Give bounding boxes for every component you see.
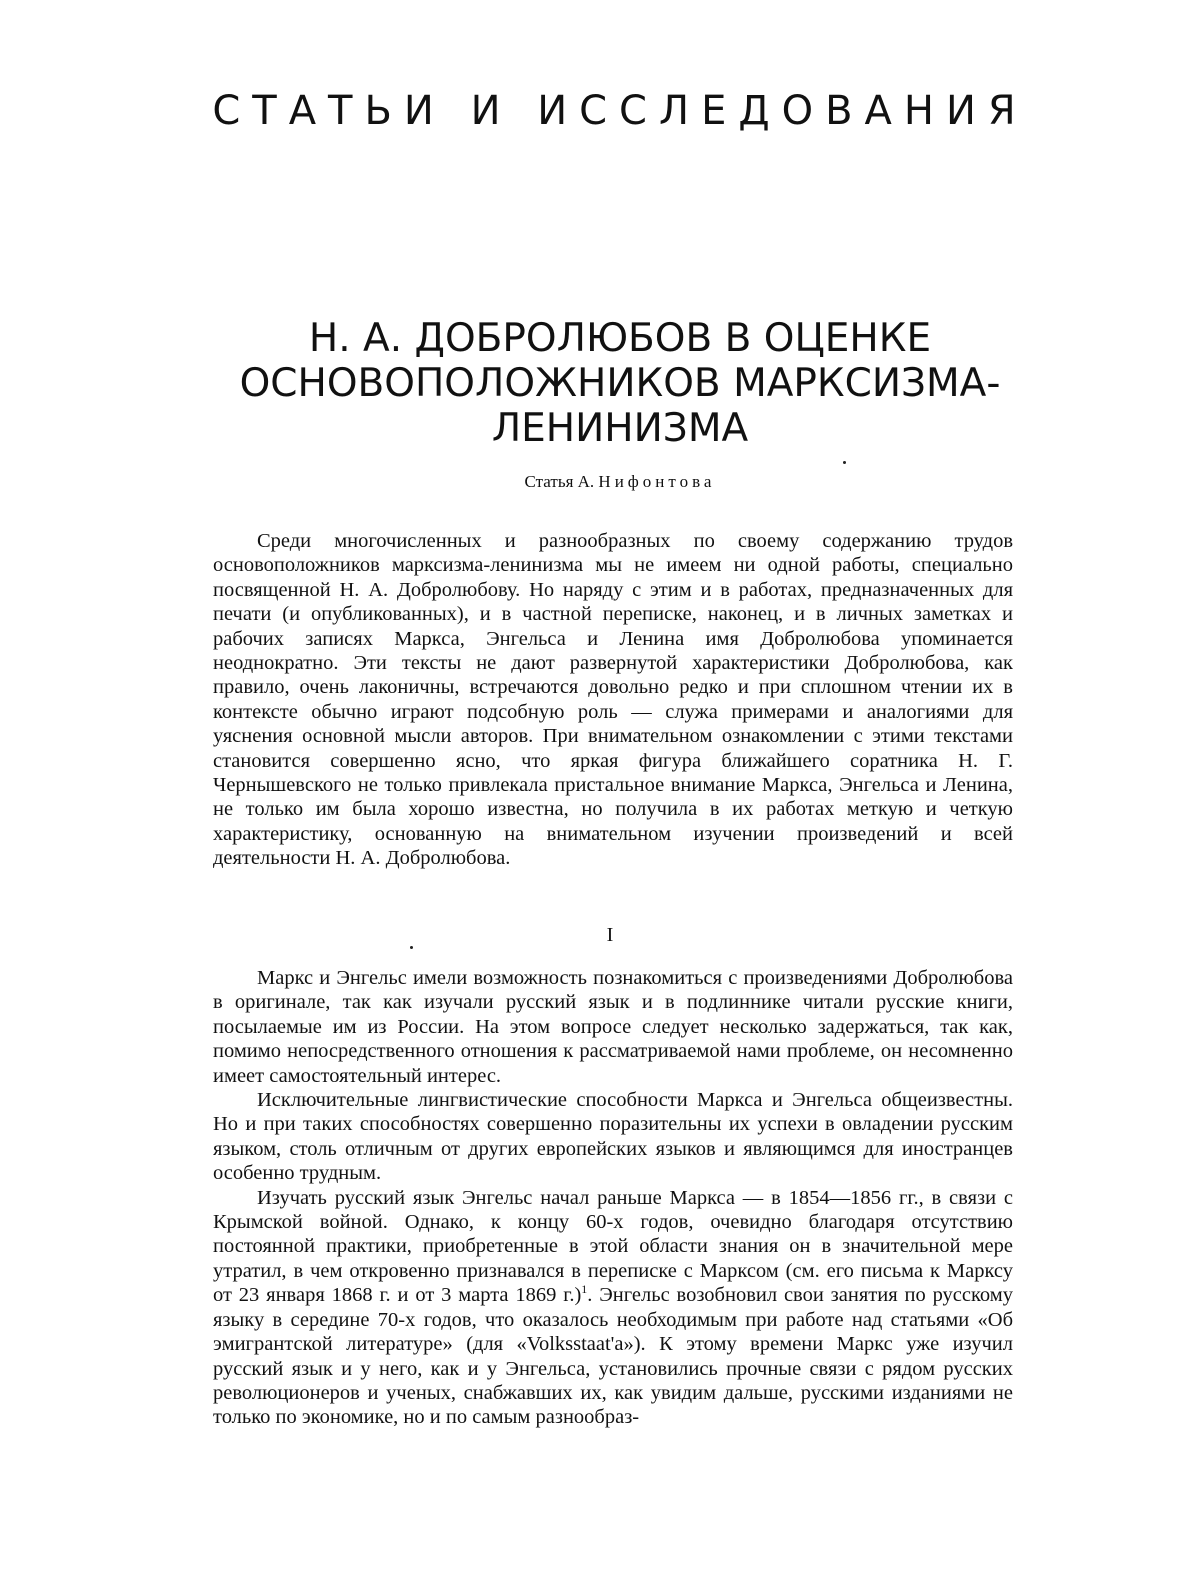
part-one-text bbox=[213, 966, 1013, 1430]
intro-paragraph: Среди многочисленных и разнообразных по своему содержанию трудов основоположников марксизма-ленинизма мы не имеем ни одной работы, специально посвященной Н. А. Добролюбову. Но наряду с этим и в работах, предназначенных для печати (и опубликованных), и в частной переписке, наконец, и в личных заметках и рабочих записях Маркса, Энгельса и Ленина имя Добролюбова упоминается неоднократно. Эти тексты не дают развернутой характеристики Добролюбова, как правило, очень лаконичны, встречаются довольно редко и при сплошном чтении их в контексте обычно играют подсобную роль — служа примерами и аналогиями для уяснения основной мысли авторов. При внимательном ознакомлении с этими текстами становится совершенно ясно, что яркая фигура ближайшего соратника Н. Г. Чернышевского не только привлекала пристальное внимание Маркса, Энгельса и Ленина, не только им была хорошо известна, но получила в их работах меткую и четкую характеристику, основанную на внимательном изучении произведений и всей деятельности Н. А. Добролюбова. bbox=[213, 530, 1013, 870]
byline bbox=[220, 472, 1020, 492]
article-title-line-2: ОСНОВОПОЛОЖНИКОВ МАРКСИЗМА- bbox=[239, 361, 1001, 406]
print-speck bbox=[410, 946, 413, 949]
part-one-paragraph-3 bbox=[213, 1186, 1013, 1430]
section-heading: СТАТЬИ И ИССЛЕДОВАНИЯ bbox=[212, 88, 1028, 134]
part-numeral: I bbox=[606, 924, 614, 946]
part-one-paragraph-1: Маркс и Энгельс имели возможность познакомиться с произведениями Добролюбова в оригинале, так как изучали русский язык и в подлиннике читали русские книги, посылаемые им из России. На этом вопросе следует несколько задержаться, так как, помимо непосредственного отношения к рассматриваемой нами проблеме, он несомненно имеет самостоятельный интерес. bbox=[213, 967, 1013, 1087]
article-title-line-3: ЛЕНИНИЗМА bbox=[491, 406, 749, 451]
byline-author: Нифонтова bbox=[598, 472, 716, 491]
print-speck bbox=[843, 461, 846, 464]
part-one-paragraph-2: Исключительные лингвистические способности Маркса и Энгельса общеизвестны. Но и при таких способностях совершенно поразительны их успехи в овладении русским языком, столь отличным от других европейских языков и являющимся для иностранцев особенно трудным. bbox=[213, 1089, 1013, 1185]
paragraph-text-before-note: Изучать русский язык Энгельс начал раньше Маркса — в 1854—1856 гг., в связи с Крымской войной. Однако, к концу 60-х годов, очевидно благодаря отсутствию постоянной практики, приобретенные в этой области знания он в значительной мере утратил, в чем откровенно признавался в переписке с Марксом (см. его письма к Марксу от 23 января 1868 г. и от 3 марта 1869 г.) bbox=[213, 1186, 1013, 1307]
article-title-line-1: Н. А. ДОБРОЛЮБОВ В ОЦЕНКЕ bbox=[308, 316, 932, 361]
paragraph-text-after-note: . Энгельс возобновил свои занятия по русскому языку в середине 70-х годов, что оказалось необходимым при работе над статьями «Об эмигрантской литературе» (для «Volksstaat'a»). К этому времени Маркс уже изучил русский язык и у него, как и у Энгельса, установились прочные связи с рядом русских революционеров и ученых, снабжавших их, как увидим дальше, русскими изданиями не только по экономике, но и по самым разнообраз- bbox=[213, 1284, 1013, 1429]
byline-prefix: Статья А. bbox=[524, 472, 595, 491]
footnote-marker: 1 bbox=[581, 1282, 588, 1297]
article-title bbox=[200, 316, 1040, 451]
intro-text bbox=[213, 529, 1013, 871]
